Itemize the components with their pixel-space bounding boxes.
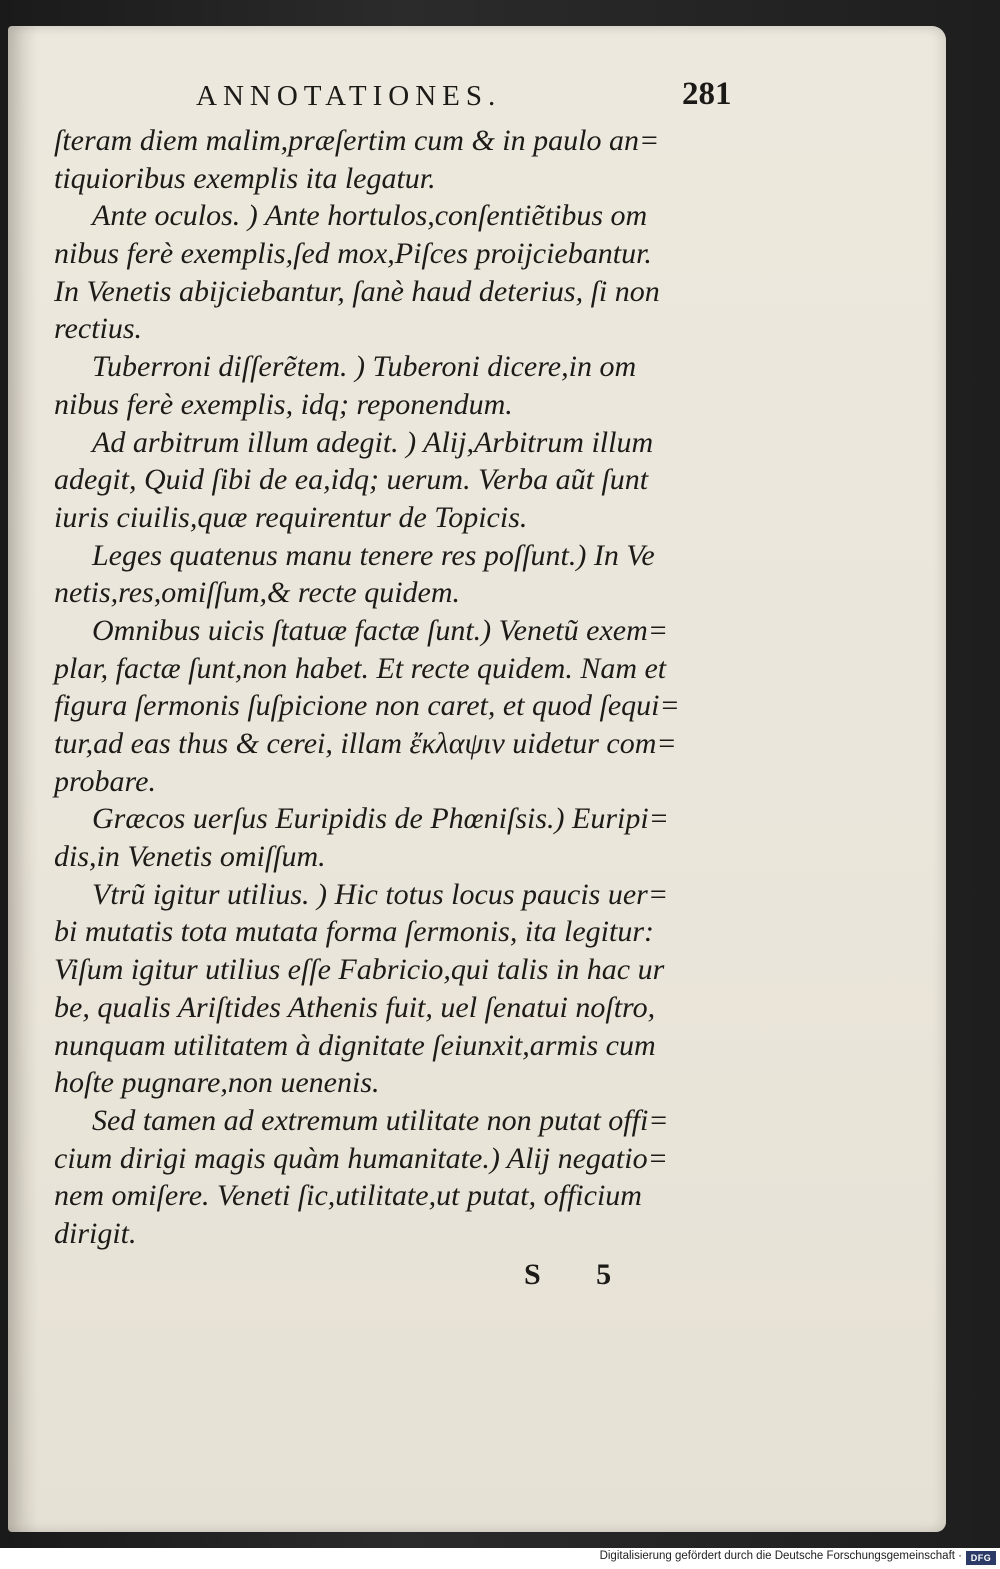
text-line: hoſte pugnare,non uenenis. bbox=[54, 1066, 380, 1100]
text-line: Leges quatenus manu tenere res poſſunt.) In Ve bbox=[92, 538, 655, 572]
text-line: be, qualis Ariſtides Athenis fuit, uel ſenatui noſtro, bbox=[54, 990, 656, 1024]
text-line: adegit, Quid ſibi de ea,idq; uerum. Verba aũt ſunt bbox=[54, 463, 649, 497]
text-line: nem omiſere. Veneti ſic,utilitate,ut putat, officium bbox=[54, 1179, 642, 1213]
text-line: nibus ferè exemplis,ſed mox,Piſces proijciebantur. bbox=[54, 237, 652, 271]
page-number: 281 bbox=[682, 76, 732, 112]
text-line: dirigit. bbox=[54, 1216, 137, 1250]
page-header bbox=[0, 76, 1000, 120]
text-line: dis,in Venetis omiſſum. bbox=[54, 840, 326, 874]
text-line: Ante oculos. ) Ante hortulos,conſentiẽtibus om bbox=[92, 199, 648, 233]
text-line: rectius. bbox=[54, 312, 143, 346]
text-line: tur,ad eas thus & cerei, illam ἔκλαψιν uidetur com= bbox=[54, 727, 677, 760]
text-line: Omnibus uicis ſtatuæ factæ ſunt.) Venetũ exem= bbox=[92, 613, 668, 647]
text-line: ſteram diem malim,præſertim cum & in paulo an= bbox=[54, 124, 660, 157]
text-line: Sed tamen ad extremum utilitate non putat offi= bbox=[92, 1103, 669, 1137]
text-line: Vtrũ igitur utilius. ) Hic totus locus paucis uer= bbox=[92, 877, 669, 911]
text-line: nibus ferè exemplis, idq; reponendum. bbox=[54, 387, 513, 421]
text-line: probare. bbox=[54, 764, 156, 798]
dfg-logo-icon: DFG bbox=[966, 1551, 996, 1565]
page-gutter-shadow bbox=[8, 26, 38, 1532]
text-line: plar, factæ ſunt,non habet. Et recte quidem. Nam et bbox=[54, 651, 667, 685]
text-line: Ad arbitrum illum adegit. ) Alij,Arbitrum illum bbox=[92, 425, 654, 459]
text-line: Græcos uerſus Euripidis de Phœniſsis.) Euripi= bbox=[92, 802, 669, 836]
text-line: Tuberroni diſſerẽtem. ) Tuberoni dicere,in om bbox=[92, 350, 637, 384]
funding-credit: Digitalisierung gefördert durch die Deutsche Forschungsgemeinschaft · bbox=[599, 1550, 962, 1562]
running-head: ANNOTATIONES. bbox=[196, 80, 502, 112]
text-line: tiquioribus exemplis ita legatur. bbox=[54, 161, 436, 195]
text-line: figura ſermonis ſuſpicione non caret, et quod ſequi= bbox=[54, 689, 680, 723]
text-line: bi mutatis tota mutata forma ſermonis, ita legitur: bbox=[54, 915, 655, 949]
text-line: cium dirigi magis quàm humanitate.) Alij negatio= bbox=[54, 1141, 668, 1175]
signature-mark: S 5 bbox=[524, 1258, 636, 1291]
text-line: In Venetis abijciebantur, ſanè haud deterius, ſi non bbox=[54, 274, 660, 308]
annotation-text-block bbox=[54, 122, 714, 1253]
text-line: Viſum igitur utilius eſſe Fabricio,qui talis in hac ur bbox=[54, 953, 665, 987]
text-line: nunquam utilitatem à dignitate ſeiunxit,armis cum bbox=[54, 1028, 656, 1062]
text-line: iuris ciuilis,quæ requirentur de Topicis. bbox=[54, 500, 528, 534]
text-line: netis,res,omiſſum,& recte quidem. bbox=[54, 576, 461, 610]
digitization-footer bbox=[0, 1548, 1000, 1569]
